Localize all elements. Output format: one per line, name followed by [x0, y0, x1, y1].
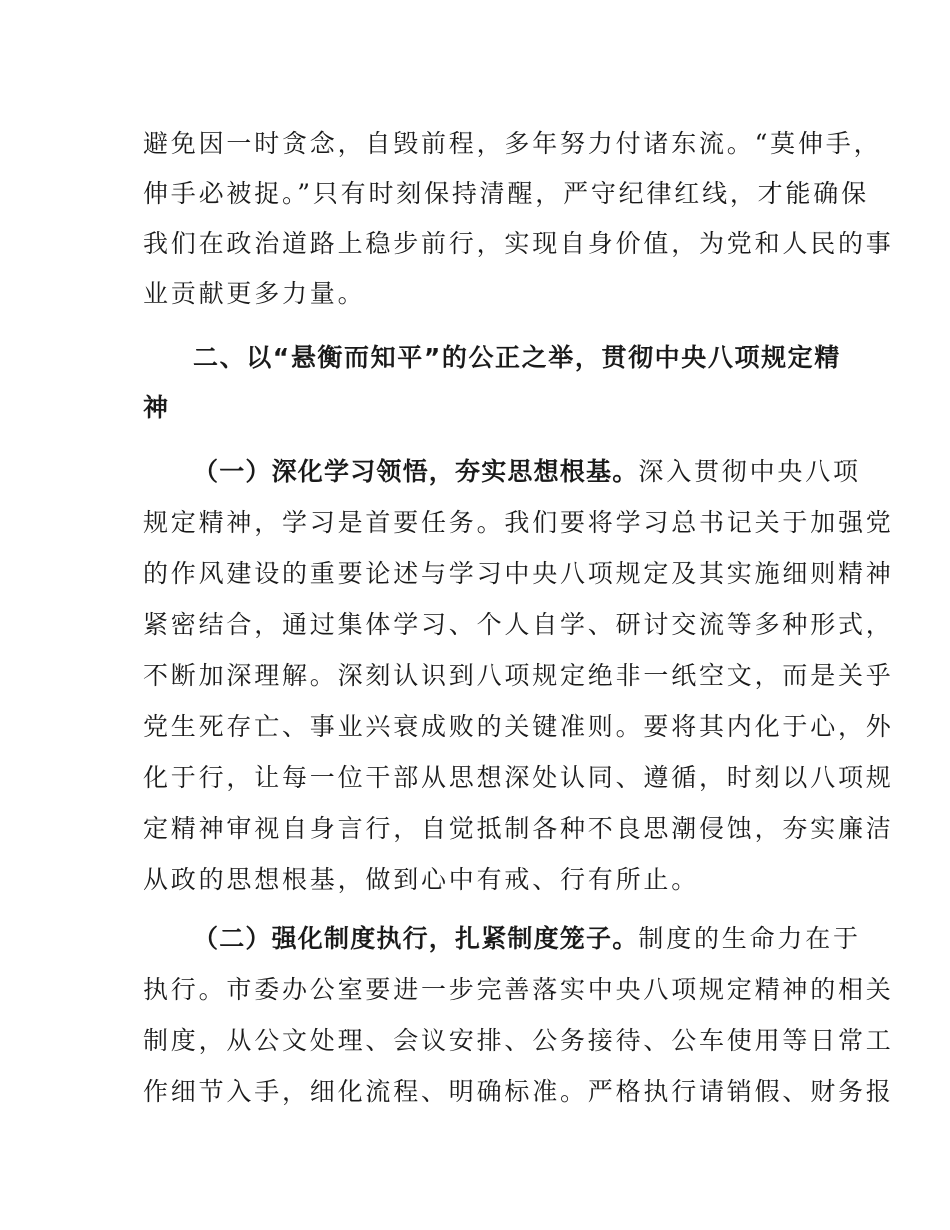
body-line: 党生死存亡、事业兴衰成败的关键准则。要将其内化于心，外 — [143, 712, 894, 741]
body-line: 定精神审视自身言行，自觉抵制各种不良思潮侵蚀，夯实廉洁 — [143, 814, 894, 843]
subsection-2-text: 制度的生命力在于 — [638, 924, 861, 953]
intro-line: 避免因一时贪念，自毁前程，多年努力付诸东流。“莫伸手， — [143, 129, 882, 158]
section-heading: 二、以“悬衡而知平”的公正之举，贯彻中央八项规定精 — [193, 343, 841, 372]
intro-line: 业贡献更多力量。 — [143, 279, 366, 308]
body-line: 执行。市委办公室要进一步完善落实中央八项规定精神的相关 — [143, 975, 894, 1004]
subsection-2-title: （二）强化制度执行，扎紧制度笼子。 — [193, 924, 639, 953]
subsection-1-text: 深入贯彻中央八项 — [638, 457, 861, 486]
body-line: 从政的思想根基，做到心中有戒、行有所止。 — [143, 865, 700, 894]
section-heading-continued: 神 — [143, 393, 170, 422]
subsection-2-first-line — [193, 919, 861, 959]
body-line: 作细节入手，细化流程、明确标准。严格执行请销假、财务报 — [143, 1077, 894, 1106]
body-line: 化于行，让每一位干部从思想深处认同、遵循，时刻以八项规 — [143, 763, 894, 792]
intro-line: 我们在政治道路上稳步前行，实现自身价值，为党和人民的事 — [143, 229, 894, 258]
subsection-1-first-line — [193, 452, 861, 492]
body-line: 不断加深理解。深刻认识到八项规定绝非一纸空文，而是关乎 — [143, 661, 894, 690]
intro-line: 伸手必被捉。”只有时刻保持清醒，严守纪律红线，才能确保 — [143, 179, 869, 208]
subsection-1-title: （一）深化学习领悟，夯实思想根基。 — [193, 457, 639, 486]
body-line: 制度，从公文处理、会议安排、公务接待、公车使用等日常工 — [143, 1026, 894, 1055]
body-line: 的作风建设的重要论述与学习中央八项规定及其实施细则精神 — [143, 559, 894, 588]
body-line: 规定精神，学习是首要任务。我们要将学习总书记关于加强党 — [143, 508, 894, 537]
body-line: 紧密结合，通过集体学习、个人自学、研讨交流等多种形式， — [143, 610, 894, 639]
